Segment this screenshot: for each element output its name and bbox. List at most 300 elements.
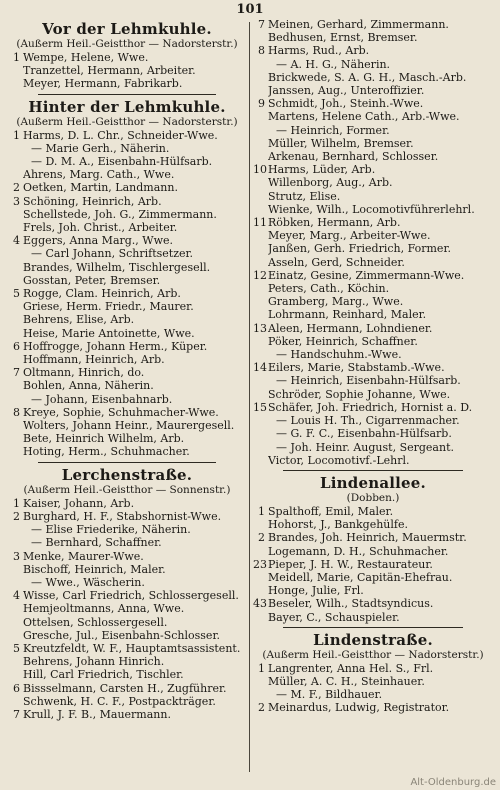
resident-name: Bayer, C., Schauspieler. <box>268 610 400 624</box>
house-number: 1 <box>13 128 20 142</box>
resident-name: Kreutzfeldt, W. F., Hauptamtsassistent. <box>23 641 241 655</box>
right-column <box>253 18 493 715</box>
directory-entry <box>8 682 246 695</box>
directory-entry <box>253 163 493 176</box>
directory-entry <box>8 300 246 313</box>
house-number <box>8 576 23 589</box>
directory-entry <box>8 77 246 90</box>
street-section <box>253 627 493 715</box>
resident-name: Schöning, Heinrich, Arb. <box>23 194 162 208</box>
resident-name: Kaiser, Johann, Arb. <box>23 496 135 510</box>
directory-entry <box>8 616 246 629</box>
directory-entry <box>253 335 493 348</box>
resident-name: Bedhusen, Ernst, Bremser. <box>268 31 418 45</box>
directory-entry <box>253 229 493 242</box>
resident-name: Beseler, Wilh., Stadtsyndicus. <box>268 597 434 611</box>
resident-name: Bete, Heinrich Wilhelm, Arb. <box>23 432 185 446</box>
house-number: 5 <box>13 641 20 655</box>
resident-name: Logemann, D. H., Schuhmacher. <box>268 544 449 558</box>
directory-entry <box>253 58 493 71</box>
directory-entry <box>8 247 246 260</box>
directory-entry <box>8 536 246 549</box>
resident-name: Wisse, Carl Friedrich, Schlossergesell. <box>23 589 239 603</box>
directory-entry <box>8 432 246 445</box>
directory-entry <box>253 675 493 688</box>
street-section <box>253 470 493 624</box>
directory-entry <box>8 379 246 392</box>
house-number <box>253 229 268 242</box>
house-number <box>253 441 268 454</box>
directory-entry <box>8 563 246 576</box>
directory-entry <box>8 274 246 287</box>
directory-entry <box>8 64 246 77</box>
resident-name: Gosstan, Peter, Bremser. <box>23 273 161 287</box>
resident-name: Bischoff, Heinrich, Maler. <box>23 562 166 576</box>
resident-name: Lohrmann, Reinhard, Maler. <box>268 308 427 322</box>
house-number <box>8 629 23 642</box>
street-subheading: (Außerm Heil.-Geistthor — Nadorsterstr.) <box>16 115 238 128</box>
house-number <box>253 611 268 624</box>
house-number <box>253 454 268 467</box>
directory-entry <box>253 269 493 282</box>
directory-entry <box>253 361 493 374</box>
directory-entry <box>253 597 493 610</box>
house-number: 7 <box>258 18 265 31</box>
house-number <box>253 203 268 216</box>
house-number <box>253 84 268 97</box>
house-number: 43 <box>253 597 267 611</box>
house-number <box>8 353 23 366</box>
resident-name: Burghard, H. F., Stabshornist-Wwe. <box>23 509 222 523</box>
street-heading: Lindenstraße. <box>313 630 433 649</box>
resident-name: Hemjeoltmanns, Anna, Wwe. <box>23 602 185 616</box>
resident-name: Aleen, Hermann, Lohndiener. <box>268 321 433 335</box>
street-section <box>8 94 246 459</box>
house-number: 14 <box>253 361 267 375</box>
house-number <box>253 374 268 387</box>
resident-name: Ahrens, Marg. Cath., Wwe. <box>23 168 175 182</box>
house-number: 6 <box>13 339 20 353</box>
directory-entry <box>253 571 493 584</box>
resident-name: Krull, J. F. B., Mauermann. <box>23 707 171 721</box>
house-number <box>253 242 268 255</box>
house-number: 8 <box>258 44 265 58</box>
resident-name: Harms, D. L. Chr., Schneider-Wwe. <box>23 128 218 142</box>
resident-name: Bohlen, Anna, Näherin. <box>23 379 154 393</box>
section-divider <box>283 627 463 628</box>
resident-name: Spalthoff, Emil, Maler. <box>268 504 394 518</box>
house-number <box>8 655 23 668</box>
resident-name: Menke, Maurer-Wwe. <box>23 549 144 563</box>
house-number: 15 <box>253 400 267 414</box>
house-number: 6 <box>13 681 20 695</box>
house-number <box>8 379 23 392</box>
directory-entry <box>8 708 246 721</box>
directory-entry <box>253 427 493 440</box>
street-subheading: (Außerm Heil.-Geistthor — Nadorsterstr.) <box>16 38 238 50</box>
house-number <box>8 393 23 406</box>
directory-entry <box>8 419 246 432</box>
house-number <box>8 300 23 313</box>
house-number: 2 <box>13 181 20 195</box>
resident-name: — Heinrich, Eisenbahn-Hülfsarb. <box>276 374 461 388</box>
directory-entry <box>8 629 246 642</box>
house-number: 11 <box>253 216 267 230</box>
directory-entry <box>253 31 493 44</box>
house-number <box>8 445 23 458</box>
resident-name: Schellstede, Joh. G., Zimmermann. <box>23 207 217 221</box>
directory-entry <box>8 655 246 668</box>
resident-name: Griese, Herm. Friedr., Maurer. <box>23 300 194 314</box>
column-divider <box>249 22 250 772</box>
directory-entry <box>253 295 493 308</box>
directory-entry <box>253 414 493 427</box>
directory-entry <box>253 401 493 414</box>
house-number: 7 <box>13 707 20 721</box>
resident-name: — Elise Friederike, Näherin. <box>31 523 191 537</box>
directory-entry <box>253 584 493 597</box>
resident-name: Pieper, J. H. W., Restaurateur. <box>268 557 433 571</box>
resident-name: Oltmann, Hinrich, do. <box>23 366 145 380</box>
street-section <box>253 18 493 467</box>
house-number <box>253 688 268 701</box>
resident-name: Meidell, Marie, Capitän-Ehefrau. <box>268 570 453 584</box>
house-number <box>253 190 268 203</box>
directory-entry <box>8 510 246 523</box>
resident-name: Behrens, Elise, Arb. <box>23 313 135 327</box>
house-number: 1 <box>258 504 265 518</box>
house-number <box>8 327 23 340</box>
house-number <box>253 427 268 440</box>
house-number: 13 <box>253 321 267 335</box>
directory-entry <box>8 142 246 155</box>
house-number <box>253 388 268 401</box>
directory-entry <box>253 216 493 229</box>
house-number <box>8 208 23 221</box>
house-number <box>8 261 23 274</box>
house-number: 5 <box>13 287 20 301</box>
house-number <box>253 308 268 321</box>
directory-entry <box>8 261 246 274</box>
house-number <box>8 64 23 77</box>
resident-name: Schwenk, H. C. F., Postpackträger. <box>23 694 216 708</box>
house-number <box>253 545 268 558</box>
resident-name: Peters, Cath., Köchin. <box>268 282 390 296</box>
resident-name: Müller, A. C. H., Steinhauer. <box>268 674 425 688</box>
house-number: 1 <box>13 496 20 510</box>
resident-name: Brandes, Joh. Heinrich, Mauermstr. <box>268 531 467 545</box>
house-number: 3 <box>13 194 20 208</box>
directory-entry <box>253 256 493 269</box>
section-divider <box>283 470 463 471</box>
house-number <box>253 176 268 189</box>
resident-name: Willenborg, Aug., Arb. <box>268 176 393 190</box>
resident-name: — Handschuhm.-Wwe. <box>276 348 402 362</box>
directory-entry <box>8 602 246 615</box>
directory-entry <box>253 611 493 624</box>
resident-name: Asseln, Gerd, Schneider. <box>268 255 405 269</box>
house-number: 2 <box>258 531 265 545</box>
directory-entry <box>253 308 493 321</box>
resident-name: — G. F. C., Eisenbahn-Hülfsarb. <box>276 427 452 441</box>
directory-entry <box>253 531 493 544</box>
house-number <box>253 348 268 361</box>
house-number <box>253 137 268 150</box>
resident-name: — D. M. A., Eisenbahn-Hülfsarb. <box>31 155 213 169</box>
resident-name: Gramberg, Marg., Wwe. <box>268 295 404 309</box>
house-number <box>8 616 23 629</box>
resident-name: Einatz, Gesine, Zimmermann-Wwe. <box>268 268 465 282</box>
directory-entry <box>8 497 246 510</box>
directory-entry <box>8 181 246 194</box>
resident-name: Strutz, Elise. <box>268 189 341 203</box>
house-number <box>253 124 268 137</box>
resident-name: Frels, Joh. Christ., Arbeiter. <box>23 221 178 235</box>
resident-name: — Johann, Eisenbahnarb. <box>31 392 173 406</box>
directory-entry <box>253 203 493 216</box>
house-number <box>253 58 268 71</box>
resident-name: Wienke, Wilh., Locomotivführerlehrl. <box>268 202 475 216</box>
directory-entry <box>8 550 246 563</box>
resident-name: Meinen, Gerhard, Zimmermann. <box>268 18 449 31</box>
resident-name: Müller, Wilhelm, Bremser. <box>268 136 414 150</box>
street-subheading: (Außerm Heil.-Geistthor — Sonnenstr.) <box>23 483 231 496</box>
resident-name: Schäfer, Joh. Friedrich, Hornist a. D. <box>268 400 473 414</box>
resident-name: Langrenter, Anna Hel. S., Frl. <box>268 661 434 675</box>
house-number <box>8 247 23 260</box>
directory-entry <box>8 195 246 208</box>
house-number <box>253 31 268 44</box>
directory-entry <box>253 388 493 401</box>
directory-entry <box>253 71 493 84</box>
directory-entry <box>253 110 493 123</box>
house-number: 7 <box>13 366 20 380</box>
directory-entry <box>253 97 493 110</box>
resident-name: Brickwede, S. A. G. H., Masch.-Arb. <box>268 70 467 84</box>
directory-entry <box>253 518 493 531</box>
resident-name: Hoting, Herm., Schuhmacher. <box>23 445 190 459</box>
resident-name: Schmidt, Joh., Steinh.-Wwe. <box>268 97 424 111</box>
house-number: 3 <box>13 549 20 563</box>
directory-entry <box>253 176 493 189</box>
directory-entry <box>253 150 493 163</box>
directory-entry <box>253 688 493 701</box>
directory-entry <box>8 168 246 181</box>
watermark: Alt-Oldenburg.de <box>410 777 496 788</box>
directory-entry <box>8 287 246 300</box>
resident-name: Tranzettel, Hermann, Arbeiter. <box>23 64 196 78</box>
resident-name: Gresche, Jul., Eisenbahn-Schlosser. <box>23 628 220 642</box>
directory-entry <box>8 576 246 589</box>
directory-entry <box>253 18 493 31</box>
directory-entry <box>8 589 246 602</box>
house-number <box>8 602 23 615</box>
resident-name: Rogge, Clam. Heinrich, Arb. <box>23 287 181 301</box>
street-subheading: (Außerm Heil.-Geistthor — Nadorsterstr.) <box>262 648 484 661</box>
house-number: 23 <box>253 557 267 571</box>
directory-entry <box>253 190 493 203</box>
house-number <box>253 675 268 688</box>
directory-entry <box>8 353 246 366</box>
directory-entry <box>253 441 493 454</box>
directory-entry <box>253 454 493 467</box>
resident-name: Victor, Locomotivf.-Lehrl. <box>268 453 410 467</box>
house-number: 9 <box>258 97 265 111</box>
directory-entry <box>8 393 246 406</box>
directory-entry <box>8 208 246 221</box>
house-number <box>8 313 23 326</box>
resident-name: Heise, Marie Antoinette, Wwe. <box>23 326 195 340</box>
directory-entry <box>253 701 493 714</box>
house-number <box>8 221 23 234</box>
resident-name: Bissselmann, Carsten H., Zugführer. <box>23 681 227 695</box>
resident-name: Wempe, Helene, Wwe. <box>23 51 149 64</box>
directory-entry <box>253 505 493 518</box>
directory-entry <box>8 327 246 340</box>
resident-name: Meyer, Hermann, Fabrikarb. <box>23 77 183 91</box>
page-number: 101 <box>236 2 264 17</box>
house-number <box>253 295 268 308</box>
resident-name: Hill, Carl Friedrich, Tischler. <box>23 668 184 682</box>
directory-entry <box>8 366 246 379</box>
house-number: 1 <box>13 51 20 64</box>
directory-entry <box>253 545 493 558</box>
house-number <box>8 432 23 445</box>
house-number <box>8 668 23 681</box>
house-number <box>8 536 23 549</box>
resident-name: — Louis H. Th., Cigarrenmacher. <box>276 414 460 428</box>
house-number <box>8 77 23 90</box>
street-heading: Lindenallee. <box>320 473 426 492</box>
section-divider <box>38 462 216 463</box>
house-number <box>253 414 268 427</box>
directory-entry <box>8 313 246 326</box>
house-number: 2 <box>258 701 265 715</box>
left-column <box>8 18 246 721</box>
resident-name: Honge, Julie, Frl. <box>268 584 364 598</box>
house-number <box>253 71 268 84</box>
directory-entry <box>253 558 493 571</box>
house-number <box>253 335 268 348</box>
resident-name: Ottelsen, Schlossergesell. <box>23 615 168 629</box>
directory-entry <box>253 242 493 255</box>
resident-name: Oetken, Martin, Landmann. <box>23 181 178 195</box>
resident-name: Martens, Helene Cath., Arb.-Wwe. <box>268 110 460 124</box>
directory-entry <box>253 348 493 361</box>
resident-name: — Carl Johann, Schriftsetzer. <box>31 247 194 261</box>
house-number <box>253 282 268 295</box>
resident-name: Harms, Lüder, Arb. <box>268 163 376 177</box>
house-number: 8 <box>13 405 20 419</box>
resident-name: — Wwe., Wäscherin. <box>31 575 145 589</box>
street-heading: Vor der Lehmkuhle. <box>42 20 212 38</box>
directory-entry <box>8 51 246 64</box>
directory-entry <box>253 137 493 150</box>
directory-entry <box>8 445 246 458</box>
house-number <box>8 274 23 287</box>
resident-name: — Joh. Heinr. August, Sergeant. <box>276 440 454 454</box>
directory-entry <box>253 84 493 97</box>
directory-entry <box>253 282 493 295</box>
house-number: 4 <box>13 234 20 248</box>
resident-name: Pöker, Heinrich, Schaffner. <box>268 334 418 348</box>
resident-name: — Bernhard, Schaffner. <box>31 536 162 550</box>
house-number: 12 <box>253 268 267 282</box>
resident-name: Röbken, Hermann, Arb. <box>268 216 401 230</box>
house-number <box>253 571 268 584</box>
house-number <box>253 584 268 597</box>
resident-name: Hoffmann, Heinrich, Arb. <box>23 353 165 367</box>
street-heading: Hinter der Lehmkuhle. <box>28 97 226 116</box>
house-number <box>8 142 23 155</box>
house-number <box>8 695 23 708</box>
resident-name: Harms, Rud., Arb. <box>268 44 370 58</box>
directory-entry <box>8 155 246 168</box>
house-number <box>253 256 268 269</box>
house-number: 4 <box>13 589 20 603</box>
directory-entry <box>253 662 493 675</box>
directory-entry <box>8 523 246 536</box>
directory-entry <box>8 340 246 353</box>
directory-entry <box>253 124 493 137</box>
street-section <box>8 462 246 721</box>
resident-name: — M. F., Bildhauer. <box>276 688 383 702</box>
directory-entry <box>8 668 246 681</box>
house-number <box>8 563 23 576</box>
resident-name: — A. H. G., Näherin. <box>276 57 391 71</box>
directory-entry <box>8 406 246 419</box>
house-number <box>253 110 268 123</box>
directory-entry <box>8 695 246 708</box>
resident-name: Hoffrogge, Johann Herm., Küper. <box>23 339 208 353</box>
resident-name: Janssen, Aug., Unteroffizier. <box>268 84 425 98</box>
street-heading: Lerchenstraße. <box>61 465 193 484</box>
resident-name: Eilers, Marie, Stabstamb.-Wwe. <box>268 361 445 375</box>
resident-name: Eggers, Anna Marg., Wwe. <box>23 234 174 248</box>
house-number: 10 <box>253 163 267 177</box>
section-divider <box>38 94 216 95</box>
house-number <box>8 419 23 432</box>
resident-name: Brandes, Wilhelm, Tischlergesell. <box>23 260 211 274</box>
house-number <box>8 155 23 168</box>
street-subheading: (Dobben.) <box>346 491 400 504</box>
house-number <box>8 523 23 536</box>
street-section <box>8 20 246 91</box>
directory-entry <box>8 221 246 234</box>
resident-name: Schröder, Sophie Johanne, Wwe. <box>268 387 451 401</box>
directory-entry <box>253 322 493 335</box>
directory-entry <box>253 44 493 57</box>
resident-name: Meinardus, Ludwig, Registrator. <box>268 701 450 715</box>
resident-name: Hohorst, J., Bankgehülfe. <box>268 518 408 532</box>
resident-name: — Heinrich, Former. <box>276 123 390 137</box>
house-number <box>253 518 268 531</box>
directory-entry <box>8 642 246 655</box>
resident-name: Janßen, Gerh. Friedrich, Former. <box>268 242 451 256</box>
directory-entry <box>8 129 246 142</box>
house-number <box>8 168 23 181</box>
directory-entry <box>253 374 493 387</box>
house-number <box>253 150 268 163</box>
house-number: 2 <box>13 509 20 523</box>
resident-name: — Marie Gerh., Näherin. <box>31 141 170 155</box>
house-number: 1 <box>258 661 265 675</box>
resident-name: Meyer, Marg., Arbeiter-Wwe. <box>268 229 431 243</box>
resident-name: Wolters, Johann Heinr., Maurergesell. <box>23 419 235 433</box>
resident-name: Kreye, Sophie, Schuhmacher-Wwe. <box>23 405 219 419</box>
resident-name: Arkenau, Bernhard, Schlosser. <box>268 150 439 164</box>
resident-name: Behrens, Johann Hinrich. <box>23 655 165 669</box>
